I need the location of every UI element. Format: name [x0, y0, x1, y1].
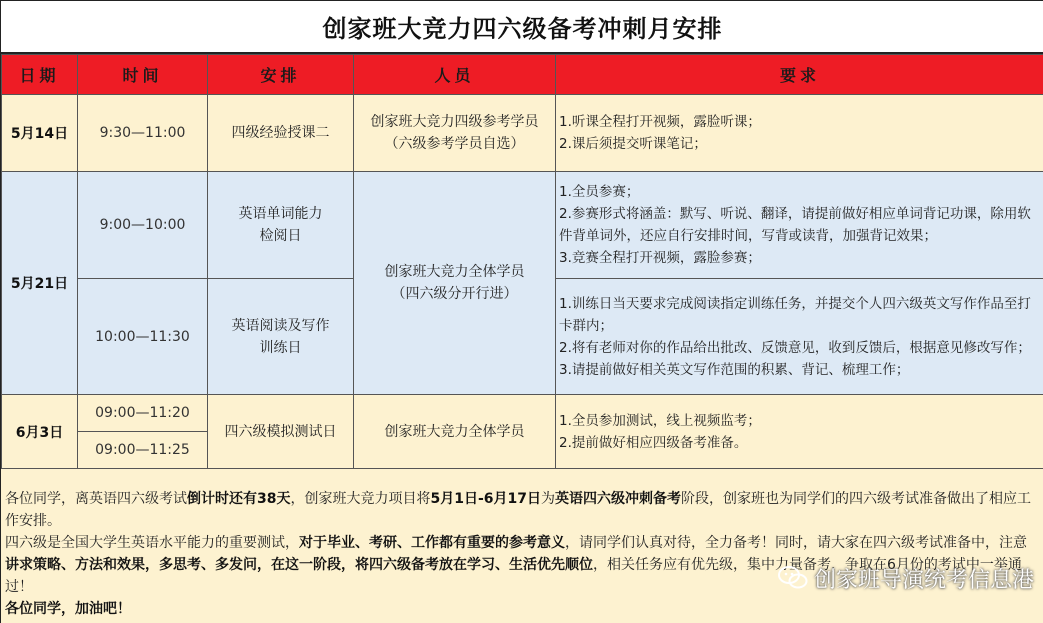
table-row	[2, 95, 1043, 172]
row-arrangement: 四六级模拟测试日	[208, 395, 354, 469]
requirement-item: 2.课后须提交听课笔记；	[559, 136, 707, 152]
row-people	[354, 172, 556, 395]
requirement-item: 3.竞赛全程打开视频，露脸参赛；	[559, 250, 761, 266]
header-requirement: 要求	[556, 55, 1043, 95]
watermark-text: 创家班导演统考信息港	[813, 567, 1034, 593]
notice-paragraph	[5, 598, 1040, 620]
arrangement-line: 英语单词能力	[238, 206, 323, 222]
notice-paragraph	[5, 488, 1040, 532]
row-time: 09:00—11:20	[78, 395, 208, 432]
wechat-icon	[778, 565, 808, 591]
notice-emphasis: 5月1日-6月17日	[430, 491, 542, 507]
notice-span: 各位同学，离英语四六级考试	[5, 491, 187, 507]
notice-text	[1, 468, 1043, 623]
arrangement-line: 检阅日	[259, 228, 302, 244]
row-requirement	[556, 279, 1043, 395]
header-date: 日期	[2, 55, 78, 95]
people-line: 创家班大竞力全体学员	[384, 264, 525, 280]
notice-span: 为	[541, 491, 556, 507]
header-arrangement: 安排	[208, 55, 354, 95]
row-people: 创家班大竞力全体学员	[354, 395, 556, 469]
notice-emphasis: 英语四六级冲刺备考	[555, 491, 682, 507]
watermark	[778, 562, 1034, 594]
row-people	[354, 95, 556, 172]
row-arrangement	[208, 279, 354, 395]
notice-span: ，请同学们认真对待，全力备考！同时，请大家在四六级考试准备中，注意	[565, 535, 1027, 551]
arrangement-line: 英语阅读及写作	[231, 317, 330, 334]
notice-span: ，创家班大竞力项目将	[290, 491, 431, 507]
row-requirement	[556, 395, 1043, 469]
row-arrangement: 四级经验授课二	[208, 95, 354, 172]
notice-span: 阶段，创家班也为同学们的四六级考试准备做出了相应工作安排。	[5, 491, 1032, 529]
schedule-table	[1, 54, 1043, 469]
requirement-item: 2.提前做好相应四级备考准备。	[559, 434, 748, 451]
requirement-item: 1.训练日当天要求完成阅读指定训练任务，并提交个人四六级英文写作作品至打卡群内；	[559, 295, 1031, 334]
row-date: 6月3日	[2, 395, 78, 469]
row-time: 9:00—10:00	[78, 172, 208, 279]
people-line: （六级参考学员自选）	[384, 136, 525, 152]
requirement-item: 2.参赛形式将涵盖：默写、听说、翻译，请提前做好相应单词背记功课，除用软件背单词外，还应自行安排时间，写背或读背，加强背记效果；	[559, 206, 1031, 244]
requirement-item: 1.全员参赛；	[559, 184, 640, 200]
header-people: 人员	[354, 55, 556, 95]
notice-emphasis: 讲求策略、方法和效果，多思考、多发问，在这一阶段，将四六级备考放在学习、生活优先顺位	[5, 557, 593, 573]
page-title: 创家班大竞力四六级备考冲刺月安排	[1, 1, 1043, 54]
notice-emphasis: 各位同学，加油吧！	[5, 601, 131, 617]
requirement-item: 3.请提前做好相关英文写作范围的积累、背记、梳理工作；	[559, 361, 910, 378]
row-time: 10:00—11:30	[78, 279, 208, 395]
row-date: 5月21日	[2, 172, 78, 395]
people-line: （四六级分开行进）	[391, 286, 518, 302]
header-time: 时间	[78, 55, 208, 95]
requirement-item: 1.听课全程打开视频，露脸听课；	[559, 114, 761, 130]
arrangement-line: 训练日	[259, 339, 302, 356]
people-line: 创家班大竞力四级参考学员	[370, 114, 539, 130]
notice-emphasis: 对于毕业、考研、工作都有重要的参考意义	[299, 535, 565, 551]
row-requirement	[556, 172, 1043, 279]
notice-emphasis: 倒计时还有38天	[187, 491, 291, 507]
table-header-row	[2, 55, 1043, 95]
row-date: 5月14日	[2, 95, 78, 172]
row-requirement	[556, 95, 1043, 172]
notice-span: ，相关任务应有优先级，集中力量备考，争取在6月份的考试中一举通过！	[5, 557, 1022, 595]
row-time: 9:30—11:00	[78, 95, 208, 172]
table-row	[2, 172, 1043, 279]
requirement-item: 1.全员参加测试，线上视频监考；	[559, 412, 761, 429]
notice-span: 四六级是全国大学生英语水平能力的重要测试，	[5, 535, 299, 551]
row-time: 09:00—11:25	[78, 432, 208, 469]
table-row	[2, 395, 1043, 432]
requirement-item: 2.将有老师对你的作品给出批改、反馈意见，收到反馈后，根据意见修改写作；	[559, 339, 1031, 356]
row-arrangement	[208, 172, 354, 279]
